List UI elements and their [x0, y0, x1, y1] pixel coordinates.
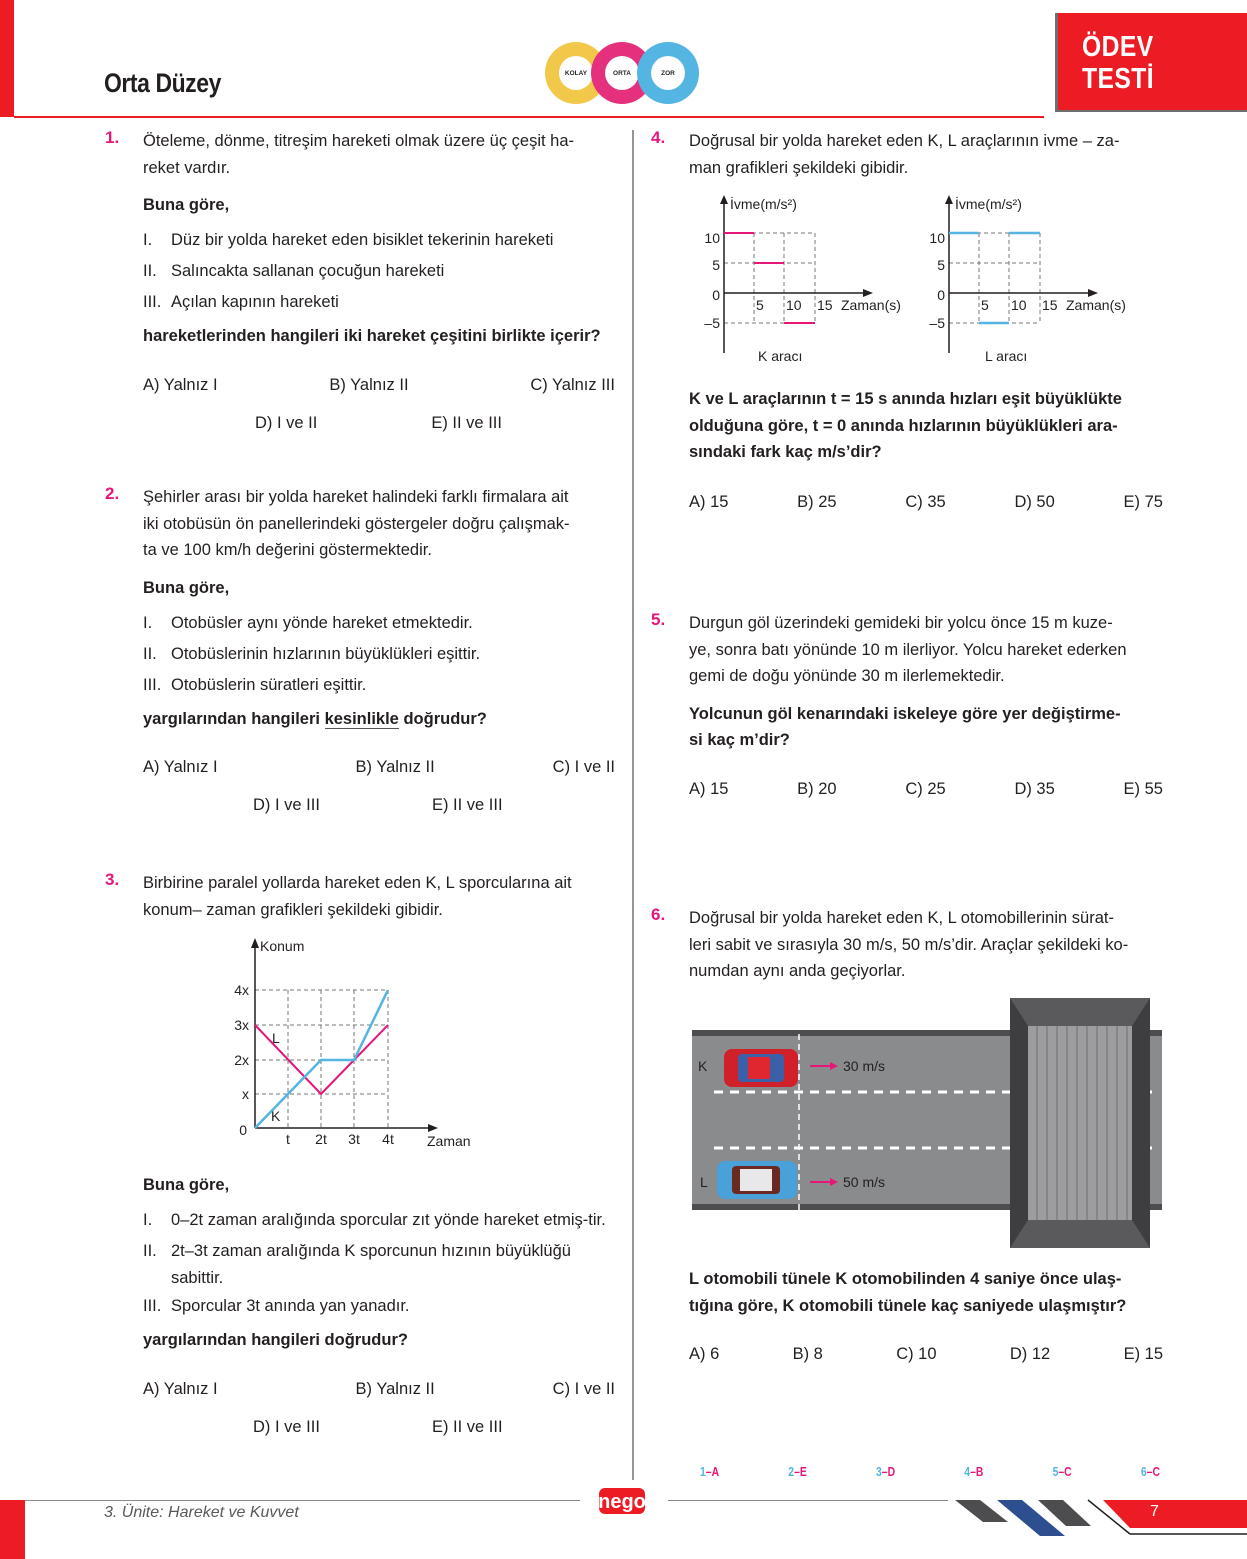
question-number: 3.: [105, 870, 120, 889]
question-lead: Buna göre,: [143, 196, 230, 214]
option-d[interactable]: D) I ve III: [253, 796, 320, 814]
k-acceleration-graph: [690, 185, 920, 370]
option-e[interactable]: E) 15: [1123, 1345, 1163, 1363]
page-number: 7: [1150, 1503, 1159, 1520]
odev-testi-tab: ÖDEV TESTİ: [1055, 13, 1247, 112]
option-e[interactable]: E) II ve III: [431, 796, 503, 814]
option-d[interactable]: D) 50: [1014, 492, 1055, 511]
difficulty-level-logo: [545, 38, 705, 108]
l-acceleration-graph: [915, 185, 1145, 370]
question-3-body: [143, 1172, 615, 1440]
option-a[interactable]: A) Yalnız I: [143, 1379, 218, 1398]
svg-text:3t: 3t: [348, 1131, 360, 1147]
footer-divider: [25, 1500, 580, 1501]
option-d[interactable]: D) I ve II: [255, 413, 318, 432]
svg-text:3x: 3x: [234, 1017, 249, 1033]
statement: I. Düz bir yolda hareket eden bisiklet tekerinin hareketi: [143, 231, 554, 249]
option-c[interactable]: C) I ve II: [552, 758, 615, 776]
question-1: [105, 128, 615, 436]
option-a[interactable]: A) 15: [689, 492, 729, 511]
unit-label: 3. Ünite: Hareket ve Kuvvet: [104, 1504, 299, 1521]
question-number: 2.: [105, 484, 120, 503]
emphasis-underline: kesinlikle: [324, 709, 399, 728]
option-b[interactable]: B) Yalnız II: [329, 375, 409, 394]
option-a[interactable]: A) 15: [689, 779, 729, 798]
statement-list: [143, 225, 615, 318]
question-6-body: [689, 1266, 1163, 1367]
option-b[interactable]: B) 20: [797, 779, 837, 798]
statement: II. Otobüslerinin hızlarının büyüklükleri eşittir.: [143, 644, 481, 663]
car-k-speed: 30 m/s: [843, 1058, 886, 1074]
y-axis-label: İvme(m/s²): [730, 196, 797, 212]
x-axis-label: Zaman(s): [841, 297, 901, 313]
option-c[interactable]: C) Yalnız III: [530, 375, 615, 394]
option-e[interactable]: E) 75: [1123, 492, 1163, 511]
svg-text:10: 10: [704, 230, 720, 246]
svg-text:x: x: [242, 1086, 249, 1102]
svg-text:4t: 4t: [382, 1131, 394, 1147]
options-row: [143, 410, 615, 436]
question-text: Doğrusal bir yolda hareket eden K, L otomobillerinin sürat- leri sabit ve sırasıyla 30 m/s, 50 m/s’dir. Araçlar şekildeki ko- numdan aynı anda geçiyorlar.: [689, 909, 1129, 980]
option-c[interactable]: C) 25: [905, 779, 946, 798]
question-number: 1.: [105, 128, 120, 147]
header-divider: [14, 116, 1044, 118]
graph-caption: L aracı: [985, 348, 1028, 364]
left-red-bar: [0, 0, 14, 117]
question-2: [105, 484, 615, 818]
question-6: [651, 905, 1163, 985]
car-l-icon: [717, 1161, 797, 1199]
question-number: 4.: [651, 128, 666, 147]
question-prompt: K ve L araçlarının t = 15 s anında hızları eşit büyüklükte olduğuna göre, t = 0 anında hızlarının büyüklükleri ara- sındaki fark kaç m/s’dir?: [689, 390, 1122, 461]
option-b[interactable]: B) Yalnız II: [355, 758, 435, 776]
options-row: [143, 372, 615, 398]
car-k-icon: [724, 1049, 798, 1087]
question-3: [105, 870, 615, 923]
line-label-k: K: [271, 1108, 281, 1124]
svg-text:4x: 4x: [234, 982, 249, 998]
question-prompt: yargılarından hangileri doğrudur?: [143, 1331, 408, 1349]
statement-list: [143, 608, 615, 701]
svg-text:5: 5: [756, 297, 764, 313]
svg-text:5: 5: [712, 257, 720, 273]
svg-text:2x: 2x: [234, 1052, 249, 1068]
question-text: Doğrusal bir yolda hareket eden K, L araçlarının ivme – za- man grafikleri şekildeki gibidir.: [689, 132, 1120, 177]
question-5: [651, 610, 1163, 802]
options-row: [689, 1341, 1163, 1367]
statement: I. Otobüsler aynı yönde hareket etmektedir.: [143, 613, 473, 632]
statement-list: [143, 1205, 615, 1322]
y-axis-label: Konum: [260, 938, 305, 954]
x-axis-label: Zaman(s): [1066, 297, 1126, 313]
svg-text:2t: 2t: [315, 1131, 327, 1147]
question-4-body: [689, 386, 1163, 515]
statement: III. Otobüslerin süratleri eşittir.: [143, 675, 367, 694]
svg-text:0: 0: [937, 287, 945, 303]
y-axis-label: İvme(m/s²): [955, 196, 1022, 212]
statement: III. Sporcular 3t anında yan yanadır.: [143, 1297, 410, 1315]
svg-text:10: 10: [786, 297, 802, 313]
svg-text:5: 5: [937, 257, 945, 273]
footer-divider: [668, 1500, 948, 1501]
car-k-label: K: [698, 1058, 708, 1074]
option-a[interactable]: A) Yalnız I: [143, 758, 218, 776]
question-text: Şehirler arası bir yolda hareket halindeki farklı firmalara ait iki otobüsün ön panellerindeki göstergeler doğru çalışmak- ta ve 100 km/h değerini göstermektedir.: [143, 488, 570, 559]
x-axis-label: Zaman: [427, 1133, 471, 1149]
footer-stripes: [950, 1498, 1247, 1559]
question-4: [651, 128, 1163, 181]
option-b[interactable]: B) 8: [792, 1345, 823, 1363]
option-e[interactable]: E) II ve III: [431, 1417, 503, 1436]
answer-item: 3–D: [876, 1464, 896, 1479]
svg-text:15: 15: [817, 297, 833, 313]
svg-text:0: 0: [239, 1122, 247, 1138]
level-kolay-ring-icon: KOLAY: [545, 42, 607, 104]
options-row: [689, 489, 1163, 515]
answer-item: 6–C: [1140, 1464, 1160, 1479]
road-tunnel-figure: [692, 994, 1162, 1250]
option-c[interactable]: C) 35: [905, 492, 946, 511]
left-red-bar-bottom: [0, 1500, 25, 1559]
option-c[interactable]: C) I ve II: [552, 1379, 615, 1398]
option-e[interactable]: E) II ve III: [431, 413, 502, 432]
options-row: [689, 776, 1163, 802]
position-time-graph: [220, 930, 490, 1155]
answer-item: 2–E: [788, 1464, 807, 1479]
question-number: 6.: [651, 905, 666, 924]
statement: III. Açılan kapının hareketi: [143, 293, 339, 311]
question-prompt: yargılarından hangileri kesinlikle doğrudur?: [143, 709, 487, 728]
options-row: [143, 792, 615, 818]
option-e[interactable]: E) 55: [1123, 779, 1163, 798]
option-a[interactable]: A) 6: [689, 1345, 720, 1363]
answer-item: 1–A: [700, 1464, 720, 1479]
option-d[interactable]: D) 35: [1014, 779, 1055, 798]
svg-text:0: 0: [712, 287, 720, 303]
option-d[interactable]: D) I ve III: [253, 1417, 320, 1436]
column-divider: [632, 130, 634, 1480]
options-row: [143, 1414, 615, 1440]
svg-text:–5: –5: [704, 315, 720, 331]
option-b[interactable]: B) Yalnız II: [355, 1379, 435, 1398]
question-lead: Buna göre,: [143, 578, 230, 597]
svg-text:nego: nego: [598, 1491, 646, 1513]
question-prompt: hareketlerinden hangileri iki hareket çeşitini birlikte içerir?: [143, 327, 601, 345]
publisher-logo-icon: [585, 1482, 665, 1518]
answer-key: [700, 1464, 1160, 1479]
question-number: 5.: [651, 610, 666, 629]
line-label-l: L: [272, 1030, 280, 1046]
question-prompt: L otomobili tünele K otomobilinden 4 saniye önce ulaş- tığına göre, K otomobili tünele kaç saniyede ulaşmıştır?: [689, 1270, 1127, 1315]
statement: I. 0–2t zaman aralığında sporcular zıt yönde hareket etmiş-tir.: [143, 1211, 606, 1229]
level-zor-ring-icon: ZOR: [637, 42, 699, 104]
svg-text:–5: –5: [929, 315, 945, 331]
option-d[interactable]: D) 12: [1009, 1345, 1051, 1363]
svg-text:10: 10: [929, 230, 945, 246]
car-l-speed: 50 m/s: [843, 1174, 886, 1190]
question-text: Durgun göl üzerindeki gemideki bir yolcu önce 15 m kuze- ye, sonra batı yönünde 10 m ilerliyor. Yolcu hareket ederken gemi de doğu yönünde 30 m ilerlemektedir.: [689, 614, 1127, 685]
svg-text:t: t: [286, 1131, 290, 1147]
statement: II. 2t–3t zaman aralığında K sporcunun hızının büyüklüğü sabittir.: [143, 1242, 571, 1287]
answer-item: 4–B: [964, 1464, 984, 1479]
car-l-label: L: [700, 1174, 708, 1190]
question-lead: Buna göre,: [143, 1176, 230, 1194]
graph-caption: K aracı: [758, 348, 803, 364]
option-b[interactable]: B) 25: [797, 492, 837, 511]
statement: II. Salıncakta sallanan çocuğun hareketi: [143, 262, 445, 280]
option-c[interactable]: C) 10: [896, 1345, 937, 1363]
page-title: Orta Düzey: [104, 68, 221, 98]
svg-text:15: 15: [1042, 297, 1058, 313]
question-text: Öteleme, dönme, titreşim hareketi olmak üzere üç çeşit ha- reket vardır.: [143, 132, 575, 177]
options-row: [143, 754, 615, 780]
question-text: Birbirine paralel yollarda hareket eden K, L sporcularına ait konum– zaman grafikleri şekildeki gibidir.: [143, 874, 572, 919]
level-orta-ring-icon: ORTA: [591, 42, 653, 104]
question-prompt: Yolcunun göl kenarındaki iskeleye göre yer değiştirme- si kaç m’dir?: [689, 704, 1121, 749]
options-row: [143, 1376, 615, 1402]
answer-item: 5–C: [1052, 1464, 1072, 1479]
svg-text:10: 10: [1011, 297, 1027, 313]
option-a[interactable]: A) Yalnız I: [143, 375, 218, 394]
svg-text:5: 5: [981, 297, 989, 313]
